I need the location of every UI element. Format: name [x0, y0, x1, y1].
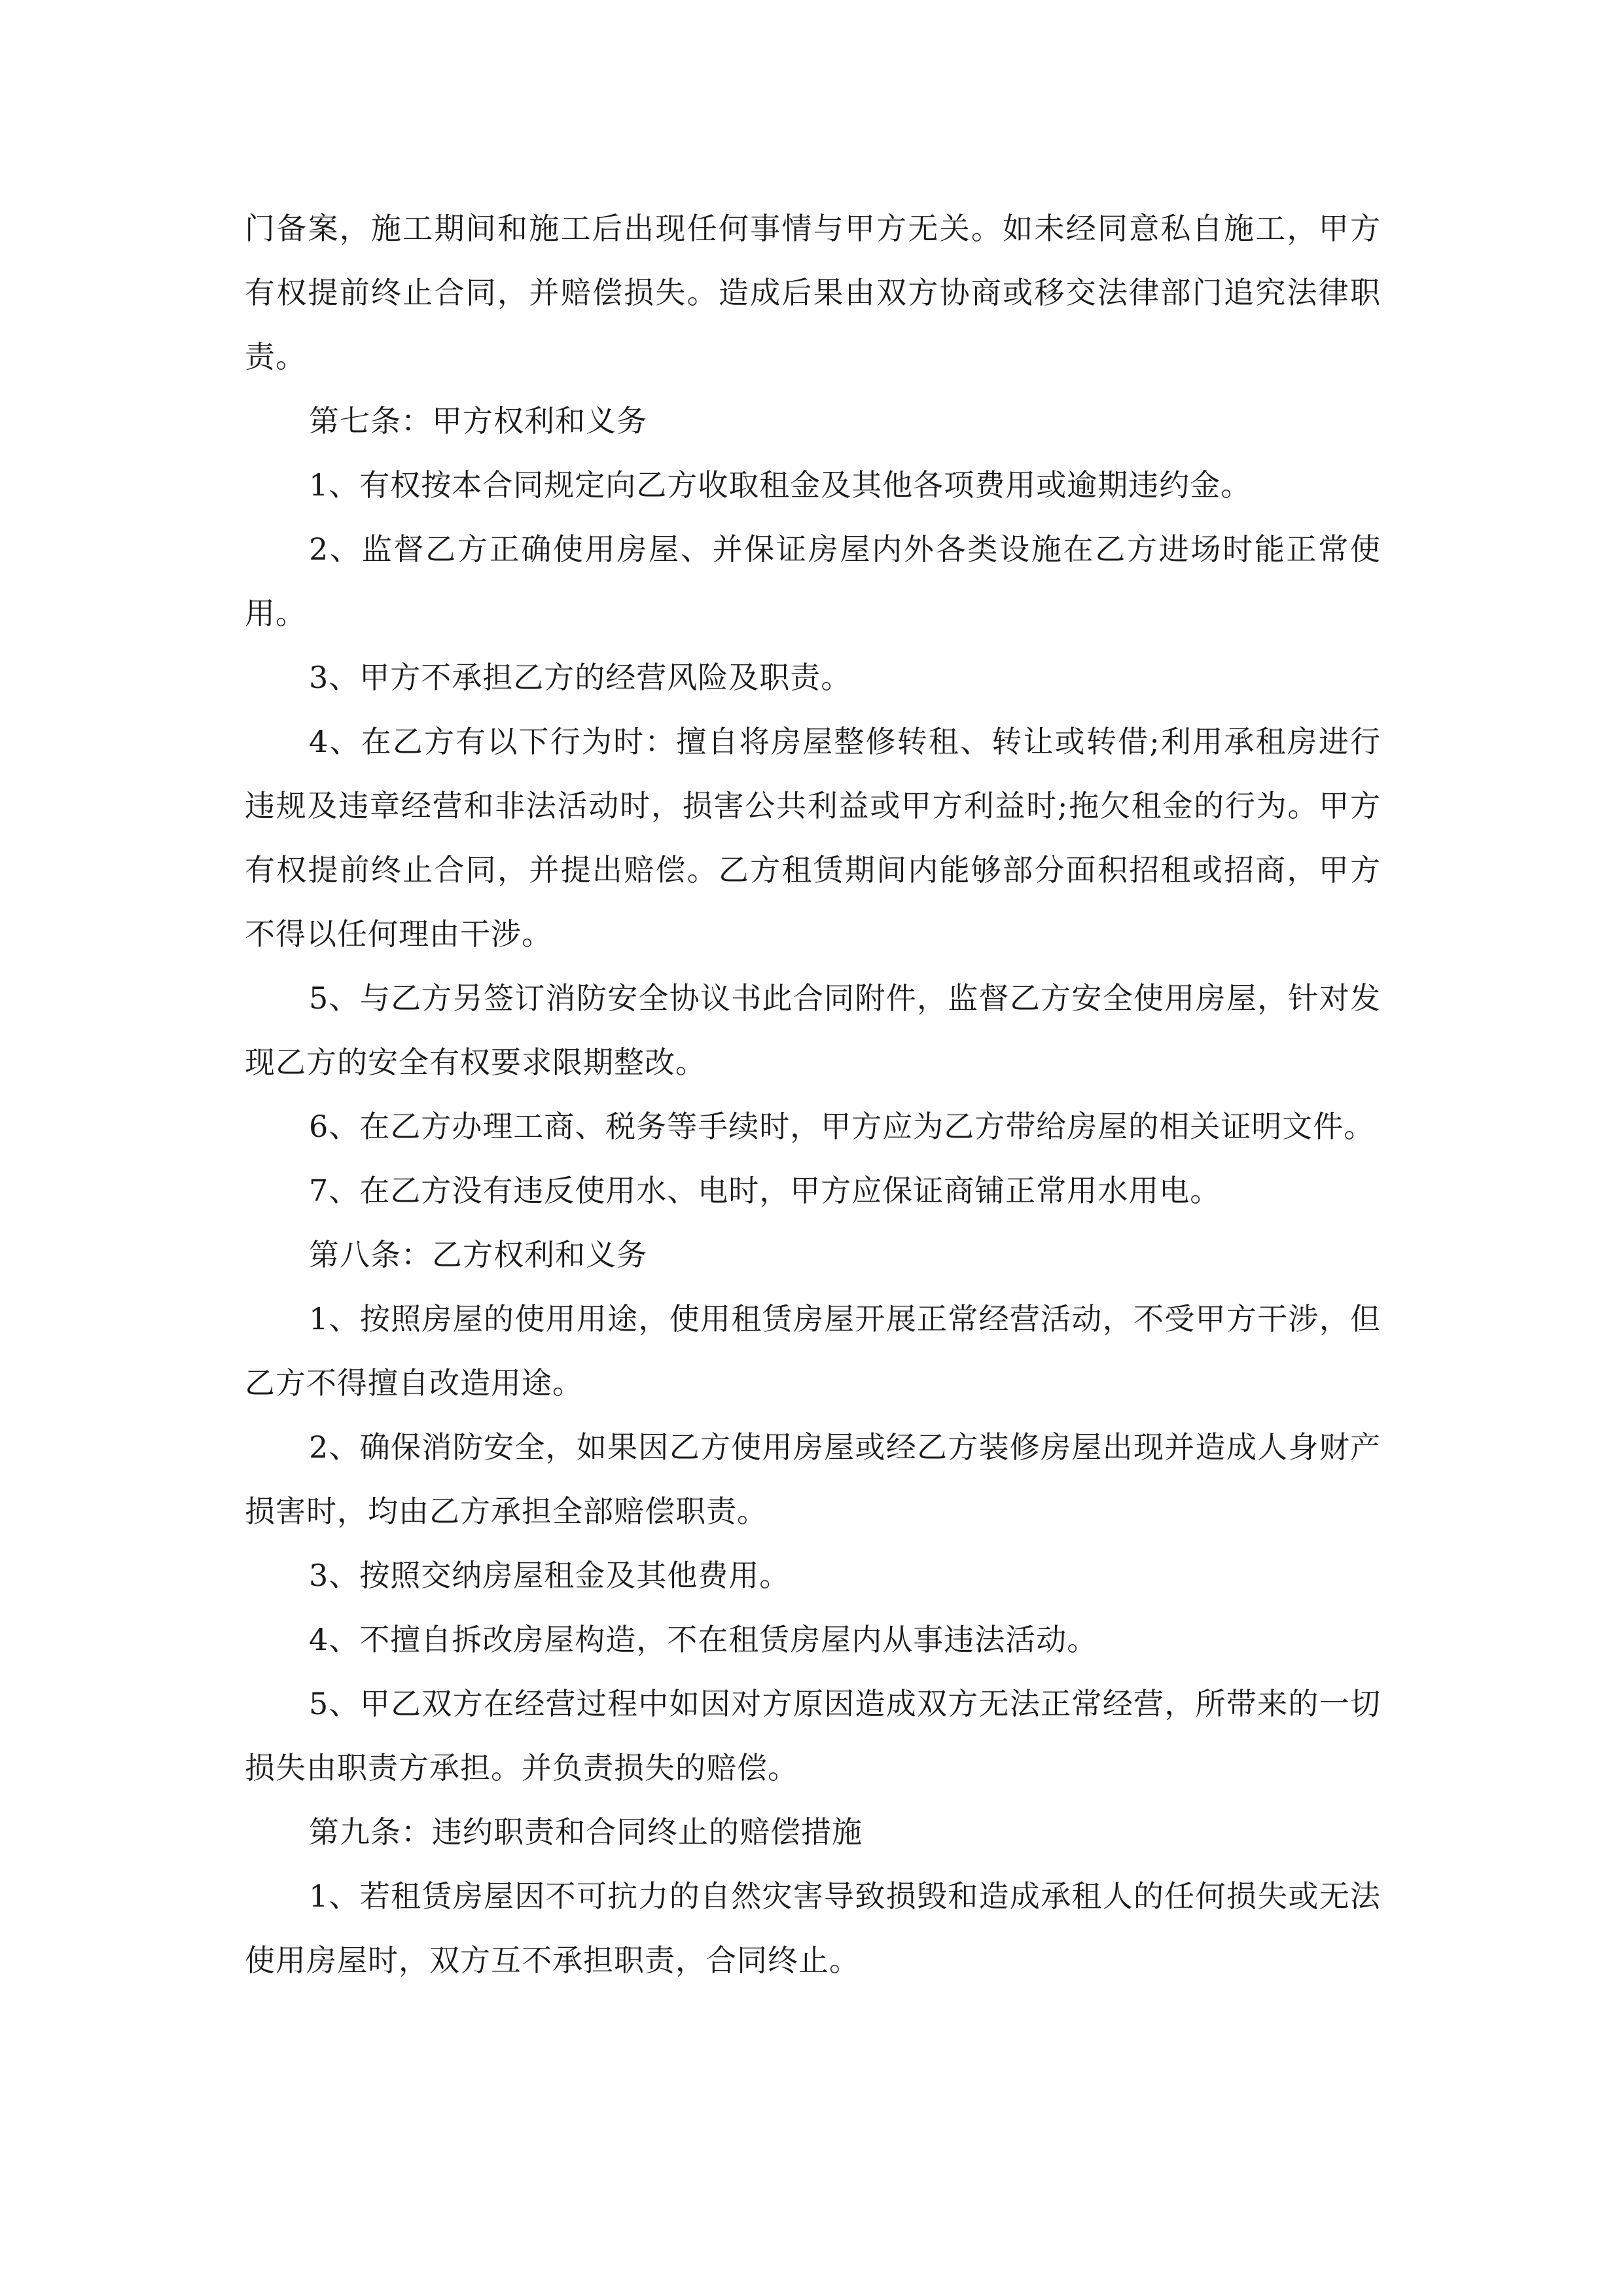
article-7-item-3: 3、甲方不承担乙方的经营风险及职责。: [309, 660, 852, 695]
article-8-item-4: 4、不擅自拆改房屋构造，不在租赁房屋内从事违法活动。: [309, 1622, 1098, 1657]
article-8-heading: 第八条：乙方权利和义务: [309, 1237, 647, 1272]
article-9-item-1: 1、若租赁房屋因不可抗力的自然灾害导致损毁和造成承租人的任何损失或无法使用房屋时，双方互不承担职责，合同终止。: [245, 1878, 1381, 1978]
article-7-heading: 第七条：甲方权利和义务: [309, 403, 647, 439]
paragraph-continuation: 门备案，施工期间和施工后出现任何事情与甲方无关。如未经同意私自施工，甲方有权提前终止合同，并赔偿损失。造成后果由双方协商或移交法律部门追究法律职责。: [245, 211, 1381, 374]
article-8-item-2: 2、确保消防安全，如果因乙方使用房屋或经乙方装修房屋出现并造成人身财产损害时，均由乙方承担全部赔偿职责。: [245, 1429, 1381, 1529]
article-8-item-3: 3、按照交纳房屋租金及其他费用。: [309, 1558, 791, 1593]
article-7-item-5: 5、与乙方另签订消防安全协议书此合同附件，监督乙方安全使用房屋，针对发现乙方的安全有权要求限期整改。: [245, 980, 1381, 1080]
document-body: [245, 196, 1381, 1992]
article-8-item-5: 5、甲乙双方在经营过程中如因对方原因造成双方无法正常经营，所带来的一切损失由职责方承担。并负责损失的赔偿。: [245, 1686, 1381, 1785]
article-9-heading: 第九条：违约职责和合同终止的赔偿措施: [309, 1814, 863, 1850]
article-7-item-2: 2、监督乙方正确使用房屋、并保证房屋内外各类设施在乙方进场时能正常使用。: [245, 531, 1381, 631]
article-8-item-1: 1、按照房屋的使用用途，使用租赁房屋开展正常经营活动，不受甲方干涉，但乙方不得擅自改造用途。: [245, 1301, 1381, 1401]
article-7-item-4: 4、在乙方有以下行为时：擅自将房屋整修转租、转让或转借;利用承租房进行违规及违章经营和非法活动时，损害公共利益或甲方利益时;拖欠租金的行为。甲方有权提前终止合同，并提出赔偿。乙方租赁期间内能够部分面积招租或招商，甲方不得以任何理由干涉。: [245, 724, 1381, 952]
article-7-item-7: 7、在乙方没有违反使用水、电时，甲方应保证商铺正常用水用电。: [309, 1173, 1221, 1208]
article-7-item-6: 6、在乙方办理工商、税务等手续时，甲方应为乙方带给房屋的相关证明文件。: [309, 1109, 1375, 1144]
article-7-item-1: 1、有权按本合同规定向乙方收取租金及其他各项费用或逾期违约金。: [309, 467, 1252, 503]
